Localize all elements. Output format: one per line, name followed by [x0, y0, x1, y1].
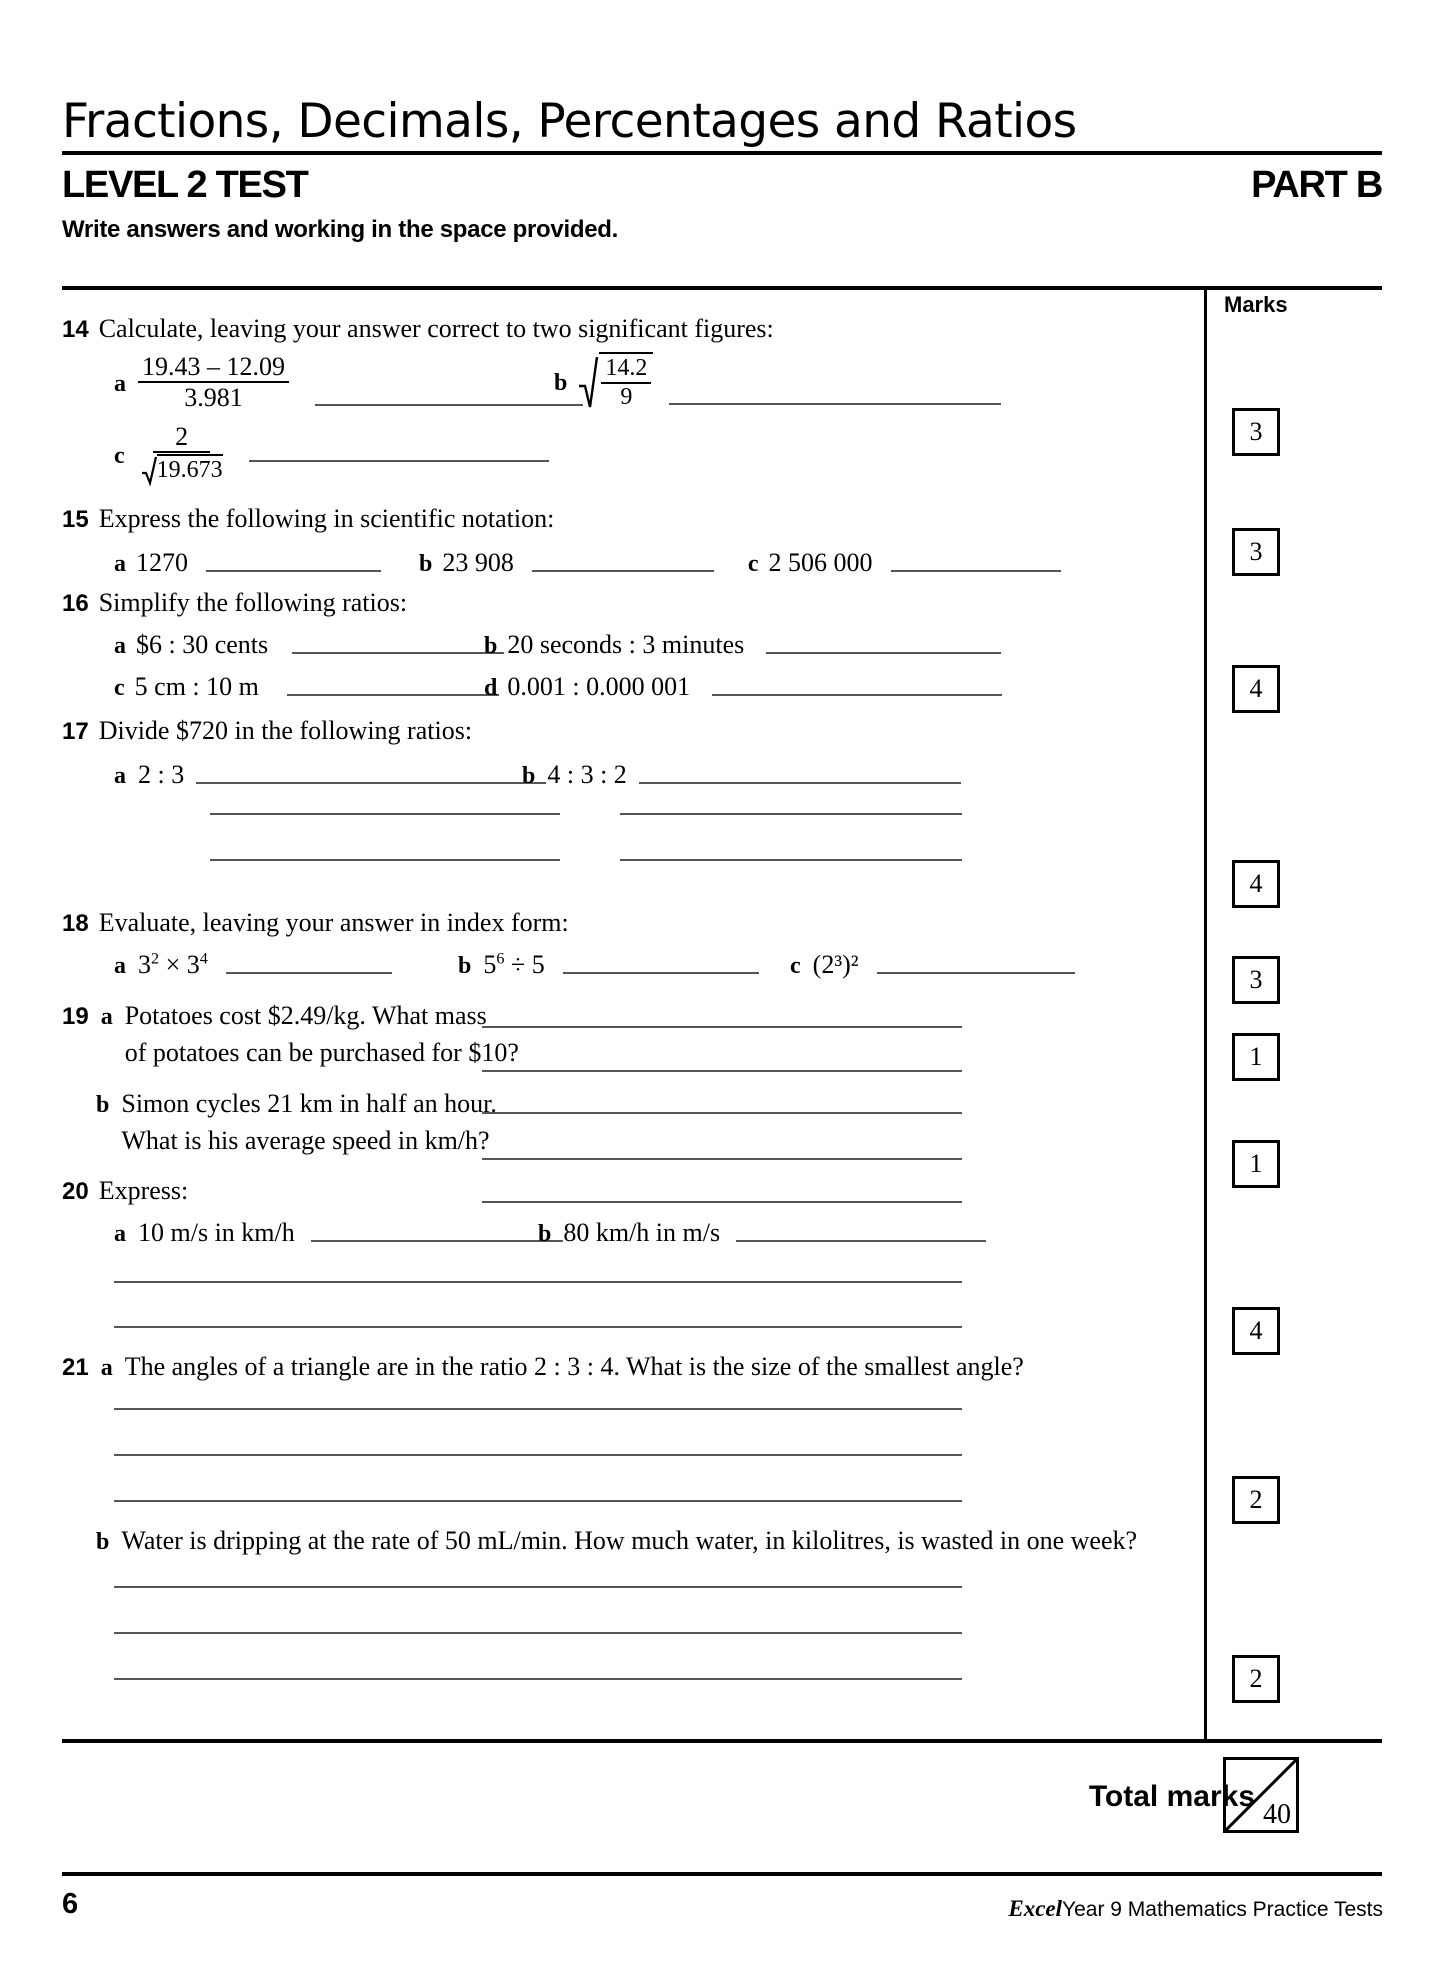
total-marks-box [1223, 1757, 1299, 1833]
part-label-b: b [522, 763, 536, 789]
part-label-b: b [96, 1092, 110, 1118]
question-17b-text: 4 : 3 : 2 [547, 760, 627, 789]
question-21a-text: The angles of a triangle are in the ratio 2 : 3 : 4. What is the size of the smallest angle? [124, 1352, 1024, 1381]
part-label-b: b [458, 953, 472, 979]
answer-line-16c[interactable] [287, 693, 499, 696]
fraction-14b-numerator: 14.2 [601, 355, 651, 384]
answer-line-21a-1[interactable] [114, 1408, 962, 1410]
answer-line-21a-2[interactable] [114, 1454, 962, 1456]
header-divider-1 [62, 151, 1382, 155]
question-20-stem: Express: [98, 1176, 189, 1205]
answer-line-16b[interactable] [766, 651, 1001, 654]
question-18-part-b [458, 950, 759, 980]
question-19a-line-1: Potatoes cost $2.49/kg. What mass [124, 1001, 487, 1030]
question-17-stem: Divide $720 in the following ratios: [98, 716, 473, 745]
part-label-d: d [484, 675, 498, 701]
marks-box-q15: 3 [1232, 528, 1280, 576]
marks-column-header: Marks [1224, 292, 1288, 317]
question-20-part-b [538, 1218, 986, 1248]
question-19a-text [125, 998, 519, 1072]
answer-line-14c[interactable] [249, 459, 549, 462]
question-18-stem: Evaluate, leaving your answer in index form: [98, 908, 569, 937]
answer-line-19b-2[interactable] [482, 1201, 962, 1203]
question-18c-expr: (2³)² [812, 950, 859, 979]
question-19b-line-1: Simon cycles 21 km in half an hour. [121, 1089, 497, 1118]
answer-line-21b-3[interactable] [114, 1678, 962, 1680]
marks-box-q19a: 1 [1232, 1033, 1280, 1081]
marks-box-q21b: 2 [1232, 1655, 1280, 1703]
question-16-row-1b [484, 630, 1001, 660]
question-14-part-b [554, 352, 1001, 411]
topic-title: Fractions, Decimals, Percentages and Ratios [62, 94, 1077, 149]
question-21-number: 21 [62, 1354, 89, 1381]
marks-box-q21a: 2 [1232, 1476, 1280, 1524]
fraction-14c [137, 422, 227, 486]
fraction-14c-numerator: 2 [153, 422, 210, 453]
instruction-text: Write answers and working in the space provided. [62, 216, 618, 243]
question-15-number: 15 [62, 506, 89, 533]
question-19b-text [121, 1086, 497, 1160]
question-14-stem: Calculate, leaving your answer correct to two significant figures: [98, 314, 774, 343]
question-20a-text: 10 m/s in km/h [138, 1218, 295, 1247]
question-17 [62, 716, 472, 746]
fraction-14b-denominator: 9 [620, 383, 633, 410]
fraction-14c-denominator [137, 453, 227, 486]
part-label-a: a [114, 551, 126, 577]
page-header [62, 94, 1382, 244]
question-16-stem: Simplify the following ratios: [98, 588, 408, 617]
answer-line-20a-1[interactable] [311, 1239, 563, 1242]
question-18 [62, 908, 569, 938]
answer-line-19a-2[interactable] [482, 1070, 962, 1072]
marks-box-q20: 4 [1232, 1307, 1280, 1355]
total-marks-value: 40 [1263, 1799, 1291, 1830]
question-15 [62, 504, 554, 534]
part-label-a: a [114, 953, 126, 979]
answer-line-21b-1[interactable] [114, 1586, 962, 1588]
brand-name: Excel [1008, 1896, 1063, 1921]
question-19-part-b [62, 1086, 497, 1160]
question-18a-expr: $3^2 \times 3^4$ [138, 950, 208, 979]
fraction-14a-numerator: 19.43 – 12.09 [138, 352, 289, 383]
body-bottom-rule [62, 1739, 1382, 1743]
radical-sign-icon [577, 352, 599, 410]
question-18-number: 18 [62, 910, 89, 937]
question-16d-text: 0.001 : 0.000 001 [507, 672, 691, 701]
part-label-a: a [100, 1004, 113, 1030]
part-label-a: a [100, 1355, 113, 1381]
question-14-part-a [114, 352, 583, 412]
answer-line-18a[interactable] [226, 971, 392, 974]
question-17-part-a [114, 760, 546, 790]
answer-line-16d[interactable] [712, 693, 1002, 696]
question-21b-text: Water is dripping at the rate of 50 mL/min. How much water, in kilolitres, is wasted in one week? [121, 1526, 1138, 1555]
question-17a-text: 2 : 3 [138, 760, 185, 789]
marks-column-divider [1204, 286, 1207, 1739]
question-15b-text: 23 908 [442, 548, 514, 577]
answer-line-20b-2[interactable] [560, 1281, 962, 1283]
marks-box-q16: 4 [1232, 665, 1280, 713]
question-16-row-2d [484, 672, 1002, 702]
question-16-row-2 [114, 672, 499, 702]
part-label-b: b [419, 551, 433, 577]
marks-box-q18: 3 [1232, 956, 1280, 1004]
answer-line-17b-1[interactable] [639, 781, 961, 784]
question-14-part-c [114, 422, 549, 486]
footer-brand-line [1008, 1896, 1383, 1922]
question-16-row-1 [114, 630, 504, 660]
answer-line-18b[interactable] [563, 971, 759, 974]
answer-line-17b-2[interactable] [620, 813, 962, 815]
answer-line-20b-1[interactable] [736, 1239, 986, 1242]
question-19b-line-2: What is his average speed in km/h? [121, 1125, 490, 1155]
answer-line-18c[interactable] [877, 971, 1075, 974]
total-marks-label: Total marks [1088, 1780, 1255, 1813]
answer-line-17a-3[interactable] [210, 859, 560, 861]
question-15-parts [114, 548, 1061, 578]
radicand-14c: 19.673 [157, 454, 223, 486]
questions-area [62, 286, 1202, 1739]
answer-line-20a-3[interactable] [114, 1326, 564, 1328]
level-label: LEVEL 2 TEST [62, 164, 308, 206]
marks-box-q14: 3 [1232, 408, 1280, 456]
part-label-c: c [747, 551, 759, 577]
marks-box-q19b: 1 [1232, 1140, 1280, 1188]
question-18b-expr: $5^6 \div 5$ [483, 950, 545, 979]
answer-line-16a[interactable] [292, 651, 504, 654]
answer-line-19a-1[interactable] [482, 1026, 962, 1028]
question-20-number: 20 [62, 1178, 89, 1205]
answer-line-17a-1[interactable] [196, 781, 546, 784]
question-16c-text: 5 cm : 10 m [134, 672, 259, 701]
answer-line-15b[interactable] [532, 569, 714, 572]
question-19a-line-2: of potatoes can be purchased for $10? [124, 1037, 519, 1067]
part-label-a: a [114, 371, 126, 398]
page-number: 6 [62, 1888, 79, 1920]
answer-line-15c[interactable] [891, 569, 1061, 572]
radical-14b-body [599, 352, 653, 411]
question-18-part-c [790, 950, 1075, 980]
part-label-a: a [114, 633, 126, 659]
question-16-number: 16 [62, 590, 89, 617]
part-label-a: a [114, 763, 126, 789]
part-label-c: c [790, 953, 801, 979]
question-21 [62, 1352, 1024, 1382]
question-16 [62, 588, 407, 618]
part-label-a: a [114, 1221, 126, 1247]
question-20b-text: 80 km/h in m/s [563, 1218, 721, 1247]
question-14 [62, 314, 774, 344]
answer-line-20a-2[interactable] [114, 1281, 564, 1283]
question-14-number: 14 [62, 316, 89, 343]
part-label-c: c [114, 443, 125, 470]
question-20-part-a [114, 1218, 563, 1248]
answer-line-19a-3[interactable] [482, 1112, 962, 1114]
question-19-number: 19 [62, 1003, 89, 1030]
question-18-part-a [114, 950, 392, 980]
marks-box-q17: 4 [1232, 860, 1280, 908]
fraction-14a-denominator: 3.981 [184, 383, 243, 413]
question-17-number: 17 [62, 718, 89, 745]
answer-line-17a-2[interactable] [210, 813, 560, 815]
answer-line-15a[interactable] [206, 569, 381, 572]
question-19 [62, 998, 519, 1072]
question-17-part-b [522, 760, 961, 790]
fraction-14a [138, 352, 289, 412]
answer-line-21a-3[interactable] [114, 1500, 962, 1502]
answer-line-21b-2[interactable] [114, 1632, 962, 1634]
question-16a-text: $6 : 30 cents [136, 630, 269, 659]
answer-line-20b-3[interactable] [560, 1326, 962, 1328]
part-label-b: b [96, 1529, 110, 1555]
question-21-part-b [96, 1526, 1137, 1556]
answer-line-19b-1[interactable] [482, 1158, 962, 1160]
part-label-b: b [484, 633, 498, 659]
footer-rule [62, 1872, 1382, 1876]
question-15a-text: 1270 [136, 548, 188, 577]
part-label-b: b [554, 369, 568, 396]
part-label-c: c [114, 675, 125, 701]
answer-line-17b-3[interactable] [620, 859, 962, 861]
radical-14b [577, 352, 653, 411]
part-label-b: b [538, 1221, 552, 1247]
question-15c-text: 2 506 000 [768, 548, 873, 577]
series-name: Year 9 Mathematics Practice Tests [1062, 1898, 1383, 1921]
answer-line-14a[interactable] [315, 403, 583, 406]
question-16b-text: 20 seconds : 3 minutes [507, 630, 745, 659]
level-part-row [62, 164, 1382, 207]
answer-line-14b[interactable] [669, 402, 1001, 405]
part-label: PART B [1251, 164, 1382, 206]
radical-sign-icon [141, 454, 157, 486]
question-20 [62, 1176, 188, 1206]
question-15-stem: Express the following in scientific notation: [98, 504, 555, 533]
